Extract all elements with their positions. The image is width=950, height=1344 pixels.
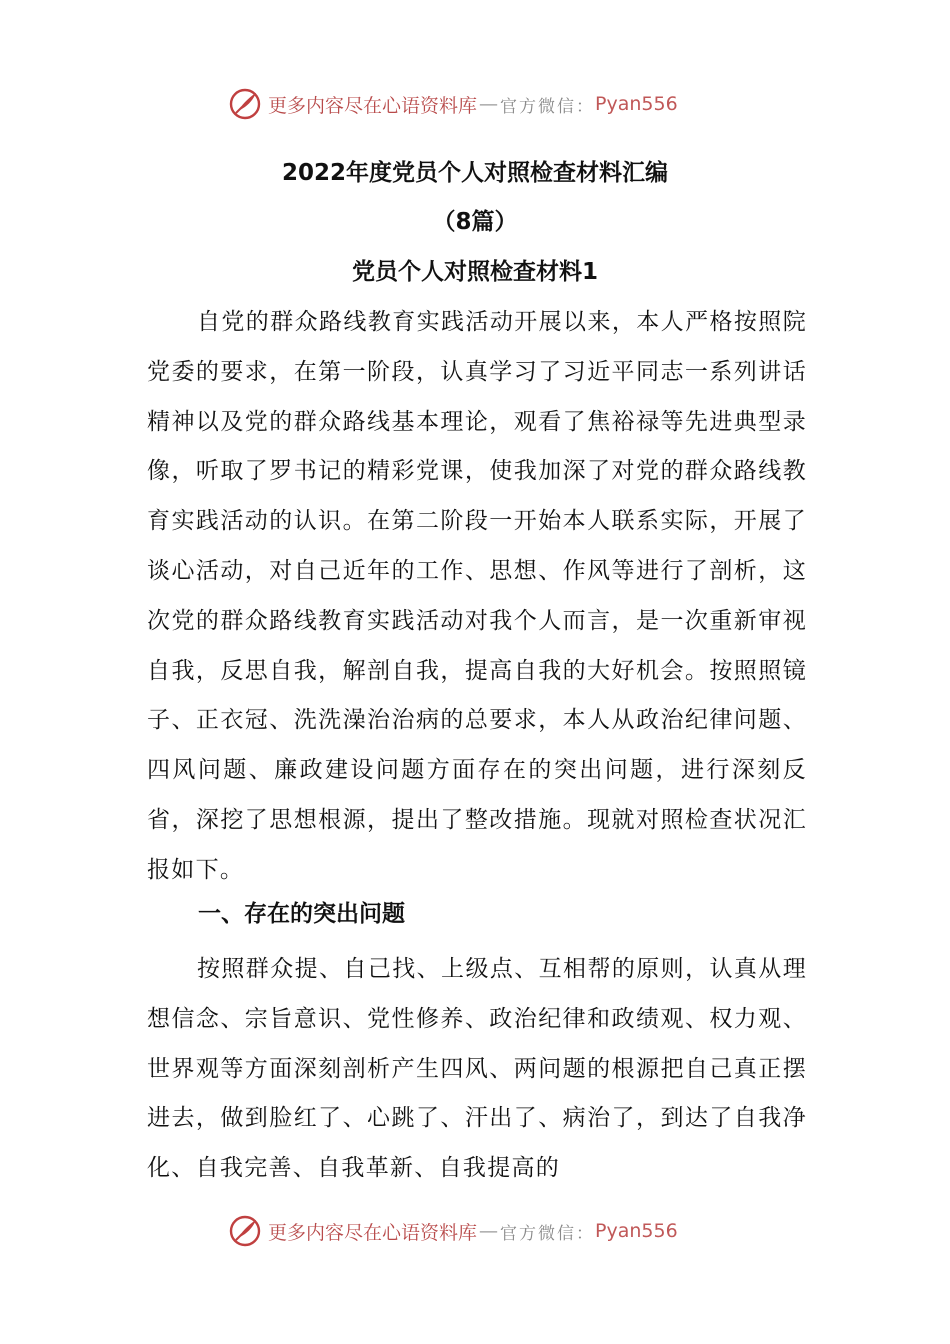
paragraph-2: 按照群众提、自己找、上级点、互相帮的原则，认真从理想信念、宗旨意识、党性修养、政治纪律和政绩观、权力观、世界观等方面深刻剖析产生四风、两问题的根源把自己真正摆进去，做到脸红了、心跳了、汗出了、病治了，到达了自我净化、自我完善、自我革新、自我提高的: [147, 956, 807, 1182]
section-title: 党员个人对照检查材料1: [351, 259, 598, 285]
document-subtitle: （8篇）: [432, 209, 518, 235]
document-title: 2022年度党员个人对照检查材料汇编: [281, 160, 668, 186]
feather-pen-logo-icon: [228, 87, 262, 121]
watermark-dash: —: [479, 93, 499, 115]
watermark-brand: 更多内容尽在心语资料库: [268, 94, 478, 117]
watermark-official-label: 官方微信：: [500, 96, 596, 117]
footer-watermark: [228, 1211, 748, 1251]
paragraph-1: 自党的群众路线教育实践活动开展以来，本人严格按照院党委的要求，在第一阶段，认真学习了习近平同志一系列讲话精神以及党的群众路线基本理论，观看了焦裕禄等先进典型录像，听取了罗书记的精彩党课，使我加深了对党的群众路线教育实践活动的认识。在第二阶段一开始本人联系实际，开展了谈心活动，对自己近年的工作、思想、作风等进行了剖析，这次党的群众路线教育实践活动对我个人而言，是一次重新审视自我，反思自我，解剖自我，提高自我的大好机会。按照照镜子、正衣冠、洗洗澡治治病的总要求，本人从政治纪律问题、四风问题、廉政建设问题方面存在的突出问题，进行深刻反省，深挖了思想根源，提出了整改措施。现就对照检查状况汇报如下。: [147, 309, 807, 883]
watermark-dash: —: [479, 1220, 499, 1242]
watermark-wechat-id: Pyan556: [595, 93, 678, 115]
heading-1: 一、存在的突出问题: [198, 901, 405, 927]
header-watermark: [228, 84, 748, 124]
watermark-brand: 更多内容尽在心语资料库: [268, 1221, 478, 1244]
watermark-wechat-id: Pyan556: [595, 1220, 678, 1242]
watermark-official-label: 官方微信：: [500, 1223, 596, 1244]
feather-pen-logo-icon: [228, 1214, 262, 1248]
